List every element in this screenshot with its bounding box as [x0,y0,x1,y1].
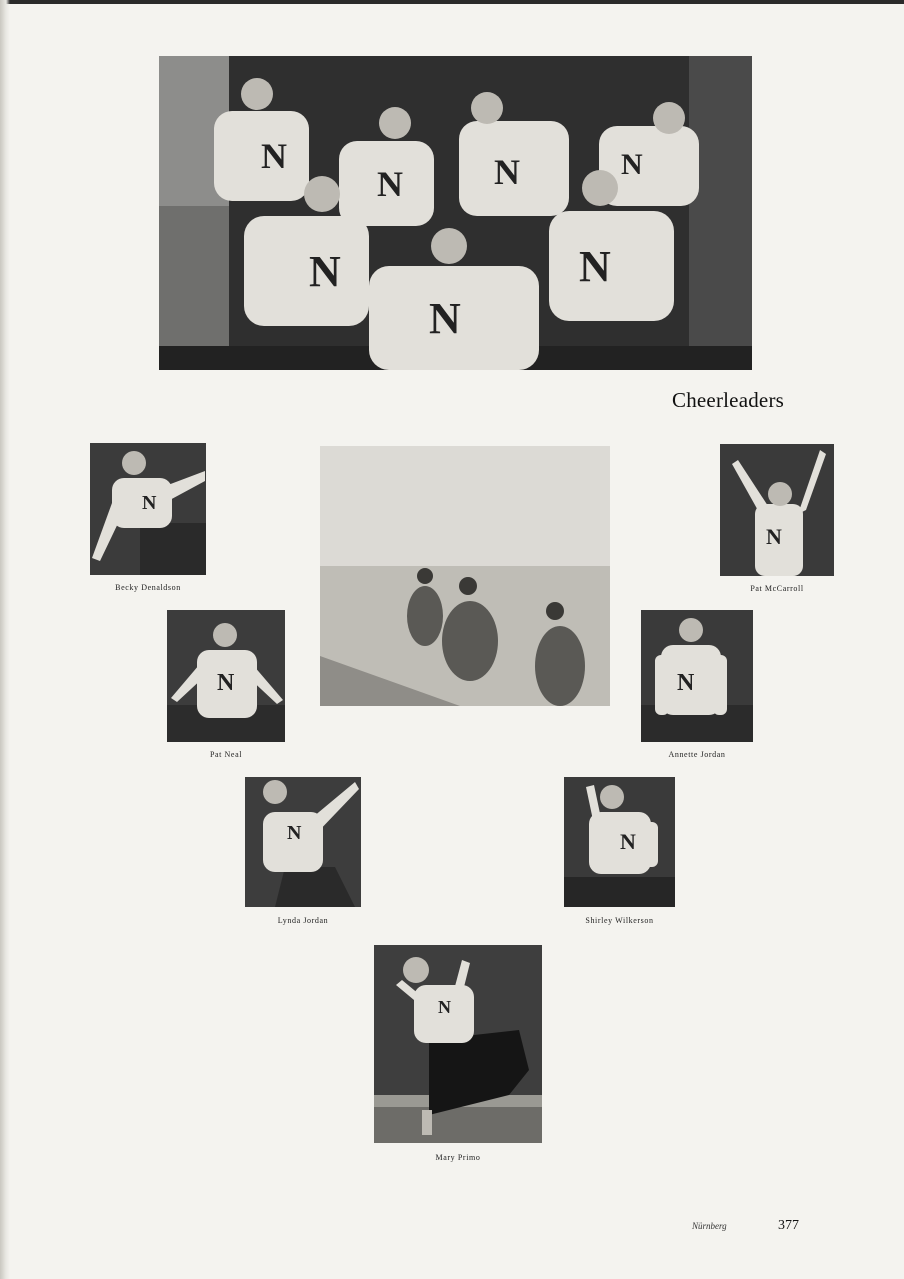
svg-text:N: N [494,152,520,192]
svg-text:N: N [429,294,461,343]
caption-lynda-jordan: Lynda Jordan [277,916,329,925]
action-photo-icon [320,446,610,706]
svg-text:N: N [677,670,695,696]
portrait-annette-jordan [641,610,753,742]
portrait-photo-icon [720,444,834,576]
portrait-photo-icon [564,777,675,907]
svg-text:N: N [287,822,302,844]
portrait-photo-icon [374,945,542,1143]
page-binding-edge [0,0,10,1279]
svg-text:N: N [217,670,235,696]
footer-publication: Nürnberg [692,1221,727,1231]
group-photo-icon [159,56,752,370]
portrait-photo-icon [245,777,361,907]
svg-text:N: N [766,524,782,549]
svg-text:N: N [579,242,611,291]
page-number: 377 [778,1218,799,1233]
portrait-lynda-jordan [245,777,361,907]
caption-pat-neal: Pat Neal [209,750,243,759]
portrait-pat-neal [167,610,285,742]
portrait-photo-icon [90,443,206,575]
caption-mary-primo: Mary Primo [435,1153,481,1162]
svg-text:N: N [309,247,341,296]
portrait-photo-icon [641,610,753,742]
portrait-photo-icon [167,610,285,742]
portrait-shirley-wilkerson [564,777,675,907]
svg-text:N: N [620,829,636,854]
portrait-mary-primo [374,945,542,1143]
group-photo [159,56,752,370]
svg-text:N: N [261,136,287,176]
svg-text:N: N [377,164,403,204]
section-title: Cheerleaders [672,388,785,412]
svg-text:N: N [142,492,157,514]
portrait-pat-mccarroll [720,444,834,576]
caption-becky-denaldson: Becky Denaldson [115,583,181,592]
svg-text:N: N [621,148,643,181]
caption-shirley-wilkerson: Shirley Wilkerson [585,916,654,925]
action-photo [320,446,610,706]
caption-annette-jordan: Annette Jordan [668,750,726,759]
caption-pat-mccarroll: Pat McCarroll [750,584,804,593]
svg-text:N: N [438,997,451,1017]
portrait-becky-denaldson [90,443,206,575]
page-top-edge [0,0,904,4]
